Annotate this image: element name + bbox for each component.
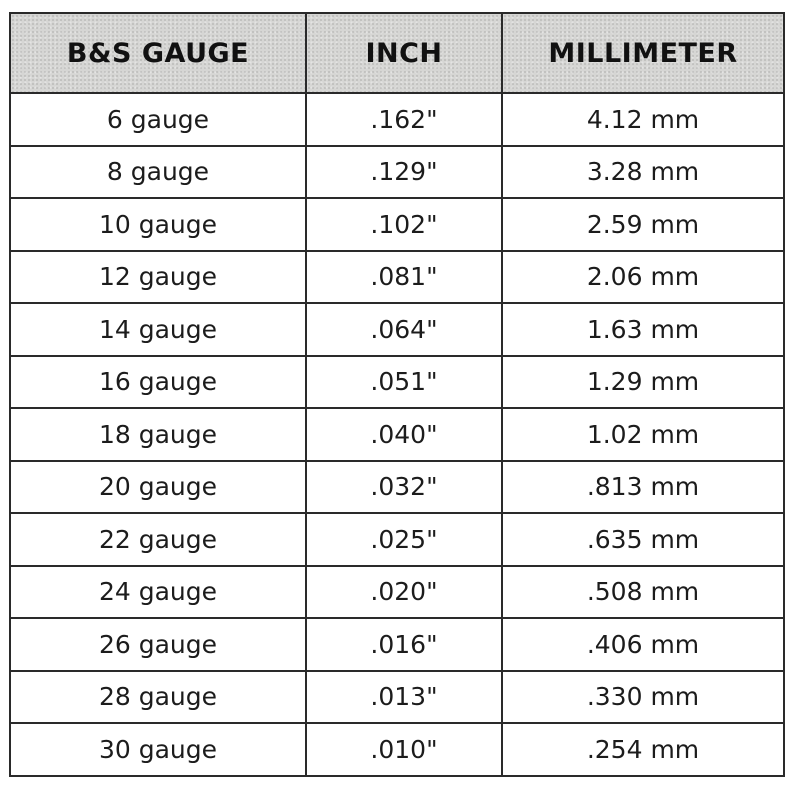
table-row <box>10 618 784 671</box>
inch-cell: .064" <box>306 303 502 356</box>
millimeter-cell: 2.06 mm <box>502 251 784 304</box>
table-row <box>10 513 784 566</box>
gauge-cell: 20 gauge <box>10 461 306 514</box>
gauge-cell: 10 gauge <box>10 198 306 251</box>
inch-cell: .051" <box>306 356 502 409</box>
millimeter-cell: .406 mm <box>502 618 784 671</box>
table-row <box>10 566 784 619</box>
gauge-cell: 12 gauge <box>10 251 306 304</box>
inch-cell: .129" <box>306 146 502 199</box>
inch-cell: .010" <box>306 723 502 776</box>
inch-cell: .102" <box>306 198 502 251</box>
inch-cell: .081" <box>306 251 502 304</box>
millimeter-cell: .813 mm <box>502 461 784 514</box>
gauge-table-container <box>9 12 783 777</box>
gauge-cell: 24 gauge <box>10 566 306 619</box>
millimeter-cell: 1.29 mm <box>502 356 784 409</box>
gauge-cell: 26 gauge <box>10 618 306 671</box>
gauge-cell: 28 gauge <box>10 671 306 724</box>
table-row <box>10 146 784 199</box>
inch-cell: .040" <box>306 408 502 461</box>
gauge-cell: 6 gauge <box>10 93 306 146</box>
inch-cell: .025" <box>306 513 502 566</box>
table-body <box>10 93 784 776</box>
table-row <box>10 671 784 724</box>
table-row <box>10 408 784 461</box>
gauge-cell: 22 gauge <box>10 513 306 566</box>
table-row <box>10 356 784 409</box>
inch-cell: .162" <box>306 93 502 146</box>
gauge-conversion-table <box>9 12 785 777</box>
inch-cell: .032" <box>306 461 502 514</box>
header-gauge: B&S GAUGE <box>10 13 306 93</box>
gauge-cell: 16 gauge <box>10 356 306 409</box>
gauge-cell: 14 gauge <box>10 303 306 356</box>
table-row <box>10 303 784 356</box>
millimeter-cell: .330 mm <box>502 671 784 724</box>
header-inch: INCH <box>306 13 502 93</box>
millimeter-cell: 4.12 mm <box>502 93 784 146</box>
millimeter-cell: 1.02 mm <box>502 408 784 461</box>
table-row <box>10 723 784 776</box>
millimeter-cell: .254 mm <box>502 723 784 776</box>
millimeter-cell: .635 mm <box>502 513 784 566</box>
table-row <box>10 251 784 304</box>
millimeter-cell: 3.28 mm <box>502 146 784 199</box>
inch-cell: .016" <box>306 618 502 671</box>
inch-cell: .013" <box>306 671 502 724</box>
gauge-cell: 8 gauge <box>10 146 306 199</box>
gauge-cell: 30 gauge <box>10 723 306 776</box>
millimeter-cell: .508 mm <box>502 566 784 619</box>
millimeter-cell: 1.63 mm <box>502 303 784 356</box>
millimeter-cell: 2.59 mm <box>502 198 784 251</box>
table-row <box>10 198 784 251</box>
gauge-cell: 18 gauge <box>10 408 306 461</box>
table-header <box>10 13 784 93</box>
inch-cell: .020" <box>306 566 502 619</box>
header-row <box>10 13 784 93</box>
table-row <box>10 461 784 514</box>
header-millimeter: MILLIMETER <box>502 13 784 93</box>
table-row <box>10 93 784 146</box>
